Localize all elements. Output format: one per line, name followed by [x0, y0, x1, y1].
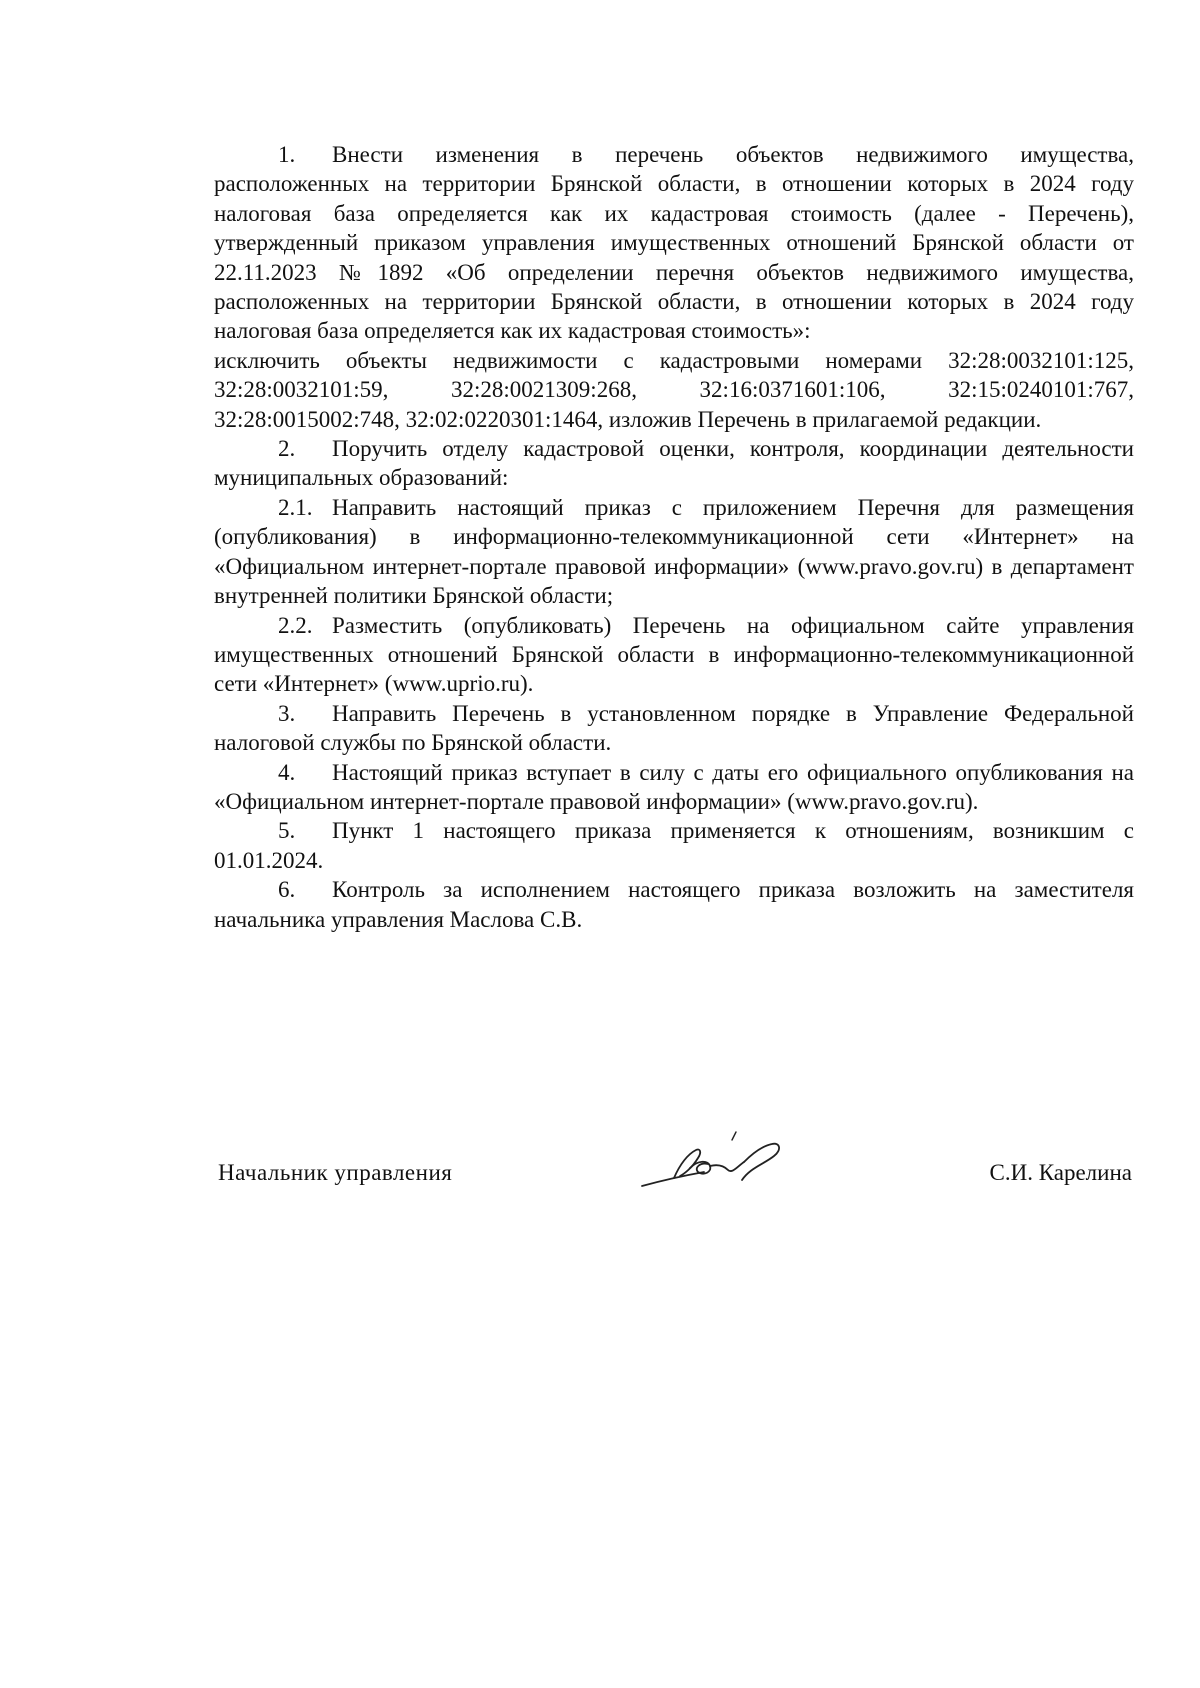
item-2 [214, 434, 1134, 493]
signature-block [214, 1120, 1134, 1200]
item-number: 4. [278, 759, 296, 785]
item-6 [214, 875, 1134, 934]
item-number: 2.2. [278, 612, 313, 638]
item-5 [214, 816, 1134, 875]
item-text: Контроль за исполнением настоящего приказа возложить на заместителя начальника управления Маслова С.В. [214, 877, 1134, 932]
document-body [214, 140, 1134, 934]
item-number: 1. [278, 142, 296, 167]
item-number: 5. [278, 818, 296, 844]
item-text: Поручить отделу кадастровой оценки, контроля, координации деятельности муниципальных образований: [214, 436, 1134, 491]
item-3 [214, 699, 1134, 758]
item-text: Внести изменения в перечень объектов недвижимого имущества, расположенных на территории Брянской области, в отношении которых в 2024 году налоговая база определяется как их кадастровая стоимость (далее - Перечень), утвержденный приказом управления имущественных отношений Брянской области от 22.11.2023 №1892 «Об определении перечня объектов недвижимого имущества, расположенных на территории Брянской области, в отношении которых в 2024 году налоговая база определяется как их кадастровая стоимость»: [214, 142, 1134, 344]
item-2-1 [214, 493, 1134, 611]
item-text: Направить Перечень в установленном порядке в Управление Федеральной налоговой службы по Брянской области. [214, 700, 1134, 756]
handwritten-signature-icon [634, 1120, 804, 1200]
item-number: 2. [278, 436, 296, 462]
item-text: Пункт 1 настоящего приказа применяется к отношениям, возникшим с 01.01.2024. [214, 818, 1134, 873]
item-number: 2.1. [278, 494, 313, 520]
item-text: Настоящий приказ вступает в силу с даты его официального опубликования на «Официальном интернет-портале правовой информации» (www.pravo.gov.ru). [214, 759, 1134, 814]
item-4 [214, 758, 1134, 817]
item-number: 3. [278, 700, 296, 726]
item-text: Направить настоящий приказ с приложением Перечня для размещения (опубликования) в информационно-телекоммуникационной сети «Интернет» на «Официальном интернет-портале правовой информации» (www.pravo.gov.ru) в департамент внутренней политики Брянской области; [214, 494, 1134, 609]
item-1-exclusion [214, 346, 1134, 434]
item-text: исключить объекты недвижимости с кадастровыми номерами 32:28:0032101:125, 32:28:0032101:59, 32:28:0021309:268, 32:16:0371601:106, 32:15:0240101:767, 32:28:0015002:748, 32:02:0220301:1464, изложив Перечень в прилагаемой редакции. [214, 347, 1134, 432]
item-text: Разместить (опубликовать) Перечень на официальном сайте управления имущественных отношений Брянской области в информационно-телекоммуникационной сети «Интернет» (www.uprio.ru). [214, 612, 1134, 697]
item-1 [214, 140, 1134, 346]
signatory-name: С.И. Карелина [989, 1160, 1132, 1185]
item-2-2 [214, 611, 1134, 699]
item-number: 6. [278, 877, 296, 903]
signatory-position: Начальник управления [218, 1160, 453, 1185]
